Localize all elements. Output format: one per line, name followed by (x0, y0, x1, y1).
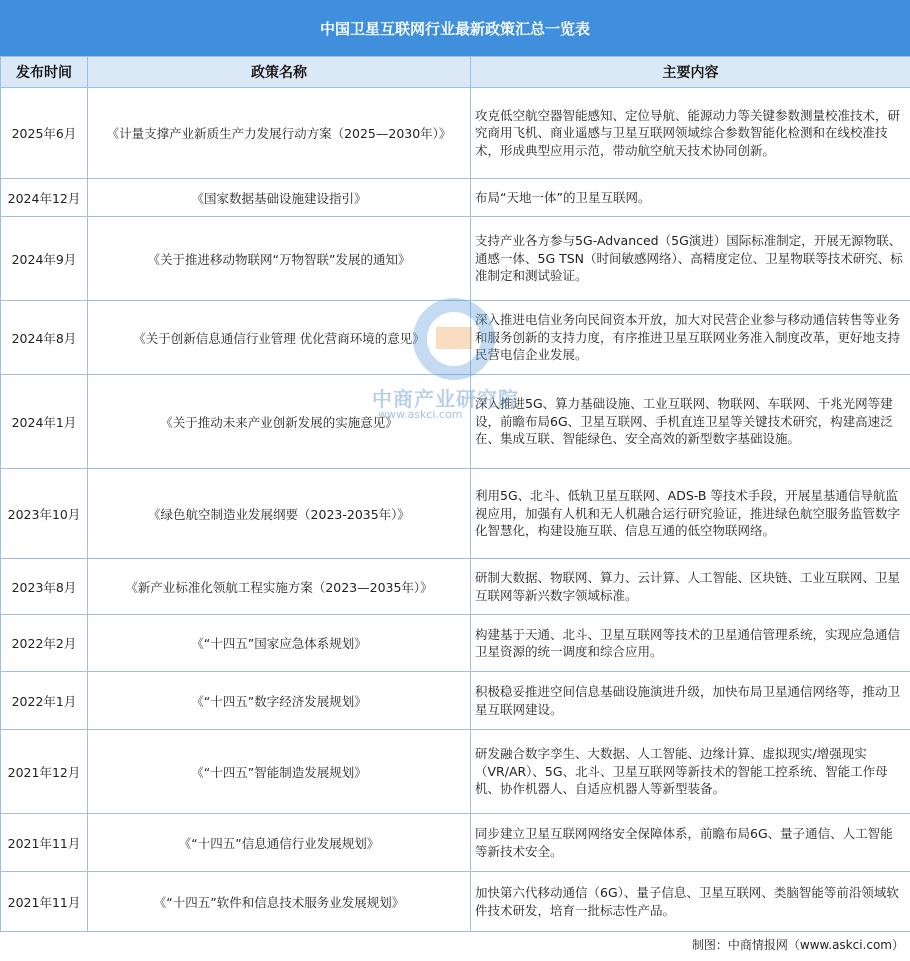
row-content: 深入推进5G、算力基础设施、工业互联网、物联网、车联网、千兆光网等建设，前瞻布局6G、卫星互联网、手机直连卫星等关键技术研究，构建高速泛在、集成互联、智能绿色、安全高效的新型数字基础设施。 (471, 375, 910, 469)
table-row (1, 559, 910, 615)
column-header-content: 主要内容 (471, 57, 910, 88)
column-header-name: 政策名称 (88, 57, 471, 88)
row-policy-name: 《关于创新信息通信行业管理 优化营商环境的意见》 (88, 301, 471, 375)
row-date: 2021年12月 (1, 730, 88, 814)
table-row (1, 872, 910, 932)
table-row (1, 672, 910, 730)
row-content: 同步建立卫星互联网网络安全保障体系，前瞻布局6G、量子通信、人工智能等新技术安全。 (471, 814, 910, 872)
footer-credit: 制图：中商情报网（www.askci.com） (691, 938, 904, 952)
row-content: 研发融合数字孪生、大数据、人工智能、边缘计算、虚拟现实/增强现实（VR/AR）、5G、北斗、卫星互联网等新技术的智能工控系统、智能工作母机、协作机器人、自适应机器人等新型装备。 (471, 730, 910, 814)
row-date: 2023年10月 (1, 469, 88, 559)
row-date: 2024年8月 (1, 301, 88, 375)
row-date: 2024年1月 (1, 375, 88, 469)
row-content: 研制大数据、物联网、算力、云计算、人工智能、区块链、工业互联网、卫星互联网等新兴数字领域标准。 (471, 559, 910, 615)
page-title: 中国卫星互联网行业最新政策汇总一览表 (0, 0, 910, 56)
row-policy-name: 《关于推进移动物联网“万物智联”发展的通知》 (88, 217, 471, 301)
row-date: 2024年12月 (1, 179, 88, 217)
row-policy-name: 《“十四五”国家应急体系规划》 (88, 615, 471, 672)
table-row (1, 814, 910, 872)
row-content: 构建基于天通、北斗、卫星互联网等技术的卫星通信管理系统，实现应急通信卫星资源的统一调度和综合应用。 (471, 615, 910, 672)
row-policy-name: 《“十四五”数字经济发展规划》 (88, 672, 471, 730)
row-policy-name: 《计量支撑产业新质生产力发展行动方案（2025—2030年）》 (88, 88, 471, 179)
row-policy-name: 《“十四五”信息通信行业发展规划》 (88, 814, 471, 872)
table-header-row (1, 57, 910, 88)
row-content: 攻克低空航空器智能感知、定位导航、能源动力等关键参数测量校准技术，研究商用飞机、商业遥感与卫星互联网领域综合参数智能化检测和在线校准技术，形成典型应用示范，带动航空航天技术协同创新。 (471, 88, 910, 179)
row-content: 支持产业各方参与5G-Advanced（5G演进）国际标准制定，开展无源物联、通感一体、5G TSN（时间敏感网络）、高精度定位、卫星物联等技术研究、标准制定和测试验证。 (471, 217, 910, 301)
table-row (1, 730, 910, 814)
row-date: 2022年2月 (1, 615, 88, 672)
row-date: 2023年8月 (1, 559, 88, 615)
column-header-date: 发布时间 (1, 57, 88, 88)
row-date: 2025年6月 (1, 88, 88, 179)
watermark-url: www.askci.com (378, 408, 463, 421)
table-row (1, 217, 910, 301)
row-content: 利用5G、北斗、低轨卫星互联网、ADS-B 等技术手段，开展星基通信导航监视应用，加强有人机和无人机融合运行研究验证，推进绿色航空服务监管数字化智慧化，构建设施互联、信息互通的低空物联网络。 (471, 469, 910, 559)
table-row (1, 88, 910, 179)
row-date: 2022年1月 (1, 672, 88, 730)
row-policy-name: 《绿色航空制造业发展纲要（2023-2035年）》 (88, 469, 471, 559)
row-content: 布局“天地一体”的卫星互联网。 (471, 179, 910, 217)
row-policy-name: 《“十四五”软件和信息技术服务业发展规划》 (88, 872, 471, 932)
row-policy-name: 《国家数据基础设施建设指引》 (88, 179, 471, 217)
watermark-text: 中商产业研究院 (372, 387, 519, 411)
row-date: 2024年9月 (1, 217, 88, 301)
row-content: 深入推进电信业务向民间资本开放，加大对民营企业参与移动通信转售等业务和服务创新的支持力度，有序推进卫星互联网业务准入制度改革，更好地支持民营电信企业发展。 (471, 301, 910, 375)
table-row (1, 615, 910, 672)
row-date: 2021年11月 (1, 814, 88, 872)
policy-table (0, 56, 910, 932)
table-row (1, 469, 910, 559)
table-row (1, 301, 910, 375)
row-policy-name: 《“十四五”智能制造发展规划》 (88, 730, 471, 814)
table-row (1, 179, 910, 217)
row-content: 积极稳妥推进空间信息基础设施演进升级，加快布局卫星通信网络等，推动卫星互联网建设。 (471, 672, 910, 730)
row-date: 2021年11月 (1, 872, 88, 932)
row-content: 加快第六代移动通信（6G）、量子信息、卫星互联网、类脑智能等前沿领域软件技术研发，培育一批标志性产品。 (471, 872, 910, 932)
row-policy-name: 《关于推动未来产业创新发展的实施意见》 (88, 375, 471, 469)
row-policy-name: 《新产业标准化领航工程实施方案（2023—2035年）》 (88, 559, 471, 615)
